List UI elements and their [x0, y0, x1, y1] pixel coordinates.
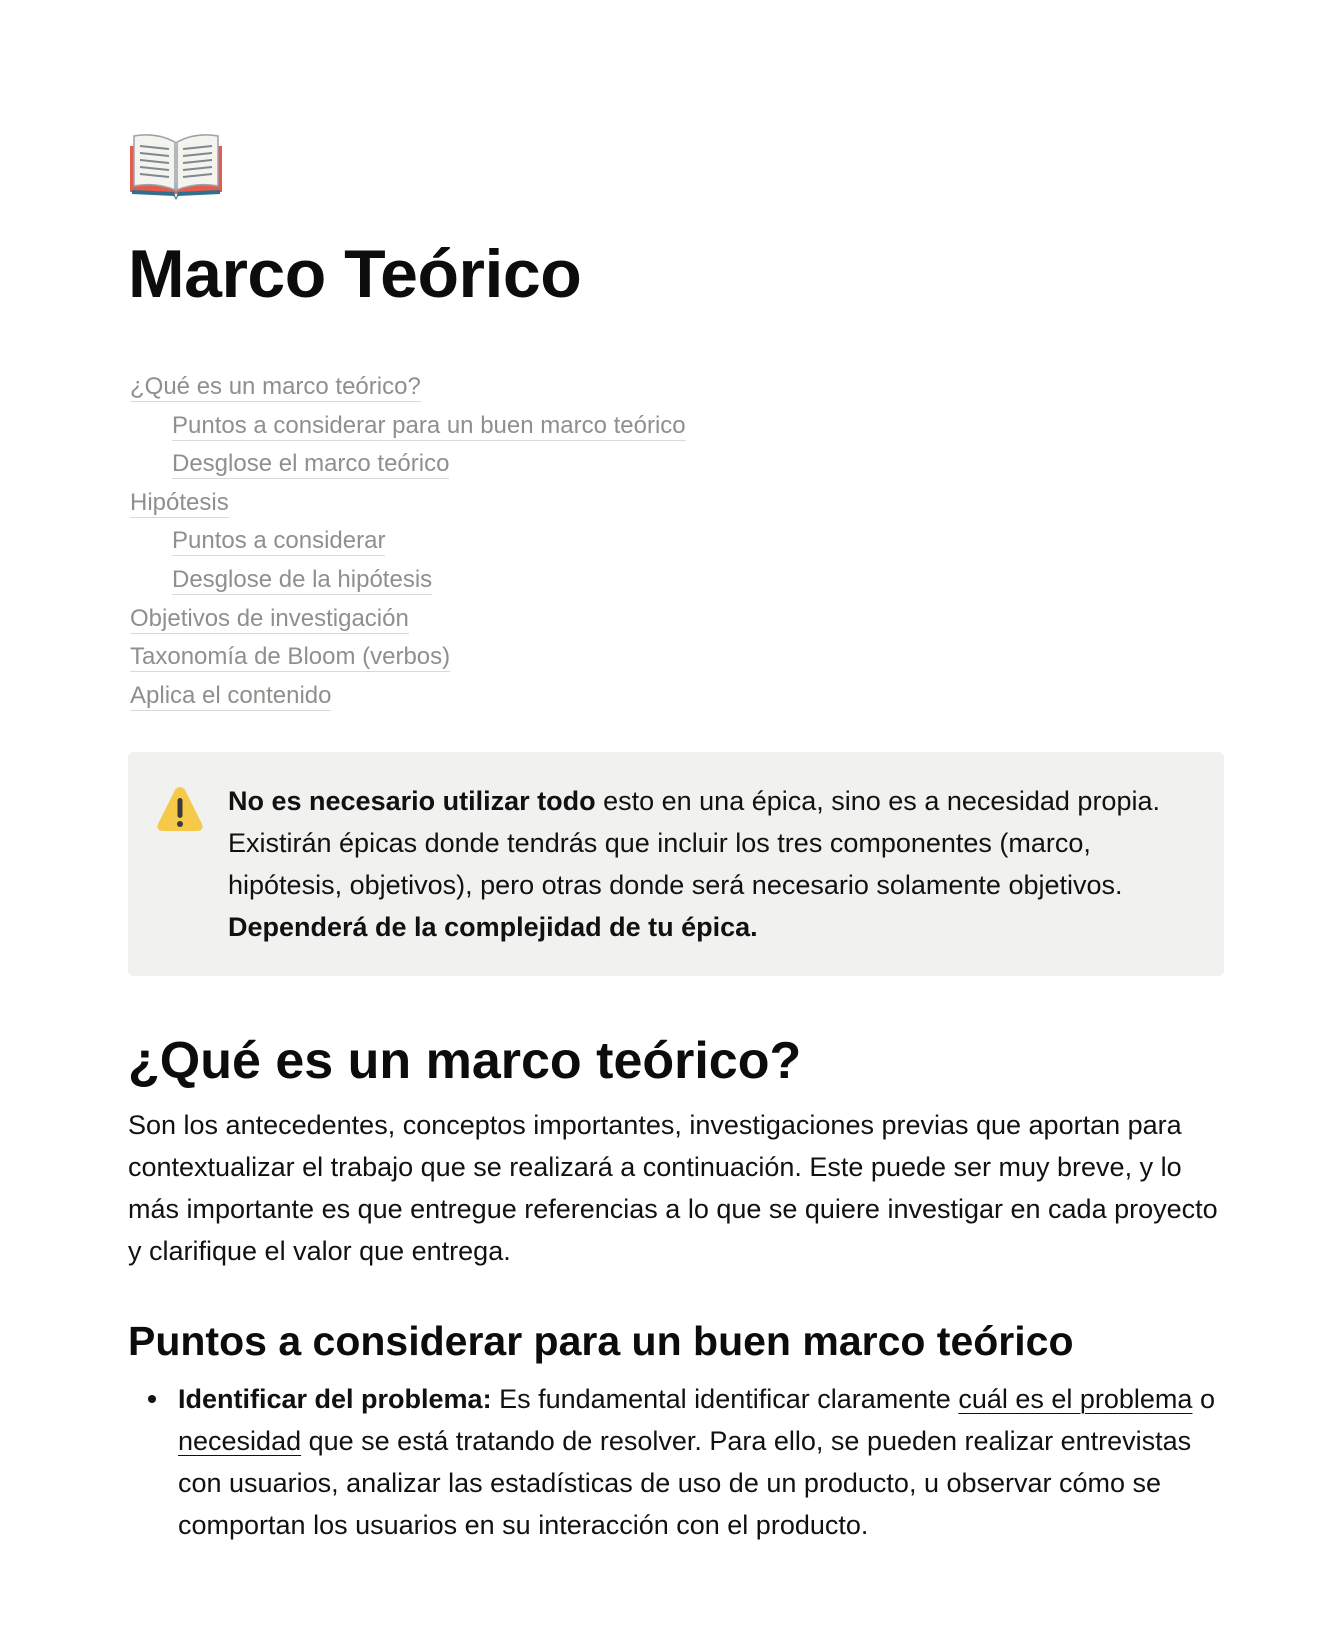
toc-link-desglose-hipotesis[interactable]: Desglose de la hipótesis: [172, 565, 433, 593]
bullet-dot: [148, 1395, 156, 1403]
callout-bold-end: Dependerá de la complejidad de tu épica.: [228, 912, 758, 942]
toc-item: [130, 411, 1030, 450]
callout-body: esto en una épica, sino es a necesidad propia. Existirán épicas donde tendrás que incluir los tres componentes (marco, hipótesis, objetivos), pero otras donde será necesario solamente objetivos.: [228, 786, 1160, 900]
toc-item: [130, 449, 1030, 488]
toc-item: [130, 526, 1030, 565]
warning-icon: [156, 784, 204, 834]
toc-item: [130, 681, 1030, 720]
link-cual-es-el-problema[interactable]: cuál es el problema: [958, 1384, 1193, 1414]
link-necesidad[interactable]: necesidad: [178, 1426, 302, 1456]
bullet-text: Es fundamental identificar claramente: [491, 1384, 959, 1414]
table-of-contents: [130, 372, 1030, 719]
toc-link-desglose-marco[interactable]: Desglose el marco teórico: [172, 450, 450, 478]
toc-item: [130, 488, 1030, 527]
toc-link-puntos-buen-marco[interactable]: Puntos a considerar para un buen marco teórico: [172, 411, 686, 439]
section-heading-marco-teorico: ¿Qué es un marco teórico?: [128, 1032, 802, 1090]
toc-link-aplica-contenido[interactable]: Aplica el contenido: [130, 681, 332, 709]
toc-item: [130, 565, 1030, 604]
bullet-list: [128, 1378, 1224, 1546]
warning-callout: [128, 752, 1224, 976]
page-title: Marco Teórico: [128, 236, 582, 312]
subsection-heading-puntos: Puntos a considerar para un buen marco teórico: [128, 1318, 1074, 1364]
toc-link-taxonomia-bloom[interactable]: Taxonomía de Bloom (verbos): [130, 643, 451, 671]
open-book-icon[interactable]: [128, 132, 224, 202]
list-item: [128, 1378, 1224, 1546]
section-paragraph: Son los antecedentes, conceptos importantes, investigaciones previas que aportan para contextualizar el trabajo que se realizará a continuación. Este puede ser muy breve, y lo más importante es que entregue referencias a lo que se quiere investigar en cada proyecto y clarifique el valor que entrega.: [128, 1110, 1218, 1266]
callout-bold-start: No es necesario utilizar todo: [228, 786, 596, 816]
bullet-text: o: [1192, 1384, 1215, 1414]
toc-item: [130, 372, 1030, 411]
toc-link-objetivos[interactable]: Objetivos de investigación: [130, 604, 409, 632]
bullet-bold-label: Identificar del problema:: [178, 1384, 492, 1414]
toc-item: [130, 604, 1030, 643]
bullet-text: que se está tratando de resolver. Para ello, se pueden realizar entrevistas con usuarios, analizar las estadísticas de uso de un producto, u observar cómo se comportan los usuarios en su interacción con el producto.: [178, 1426, 1192, 1540]
toc-item: [130, 642, 1030, 681]
toc-link-hipotesis[interactable]: Hipótesis: [130, 488, 229, 516]
callout-text: [228, 780, 1188, 948]
toc-link-puntos-considerar[interactable]: Puntos a considerar: [172, 527, 386, 555]
toc-link-que-es-marco-teorico[interactable]: ¿Qué es un marco teórico?: [130, 373, 421, 400]
